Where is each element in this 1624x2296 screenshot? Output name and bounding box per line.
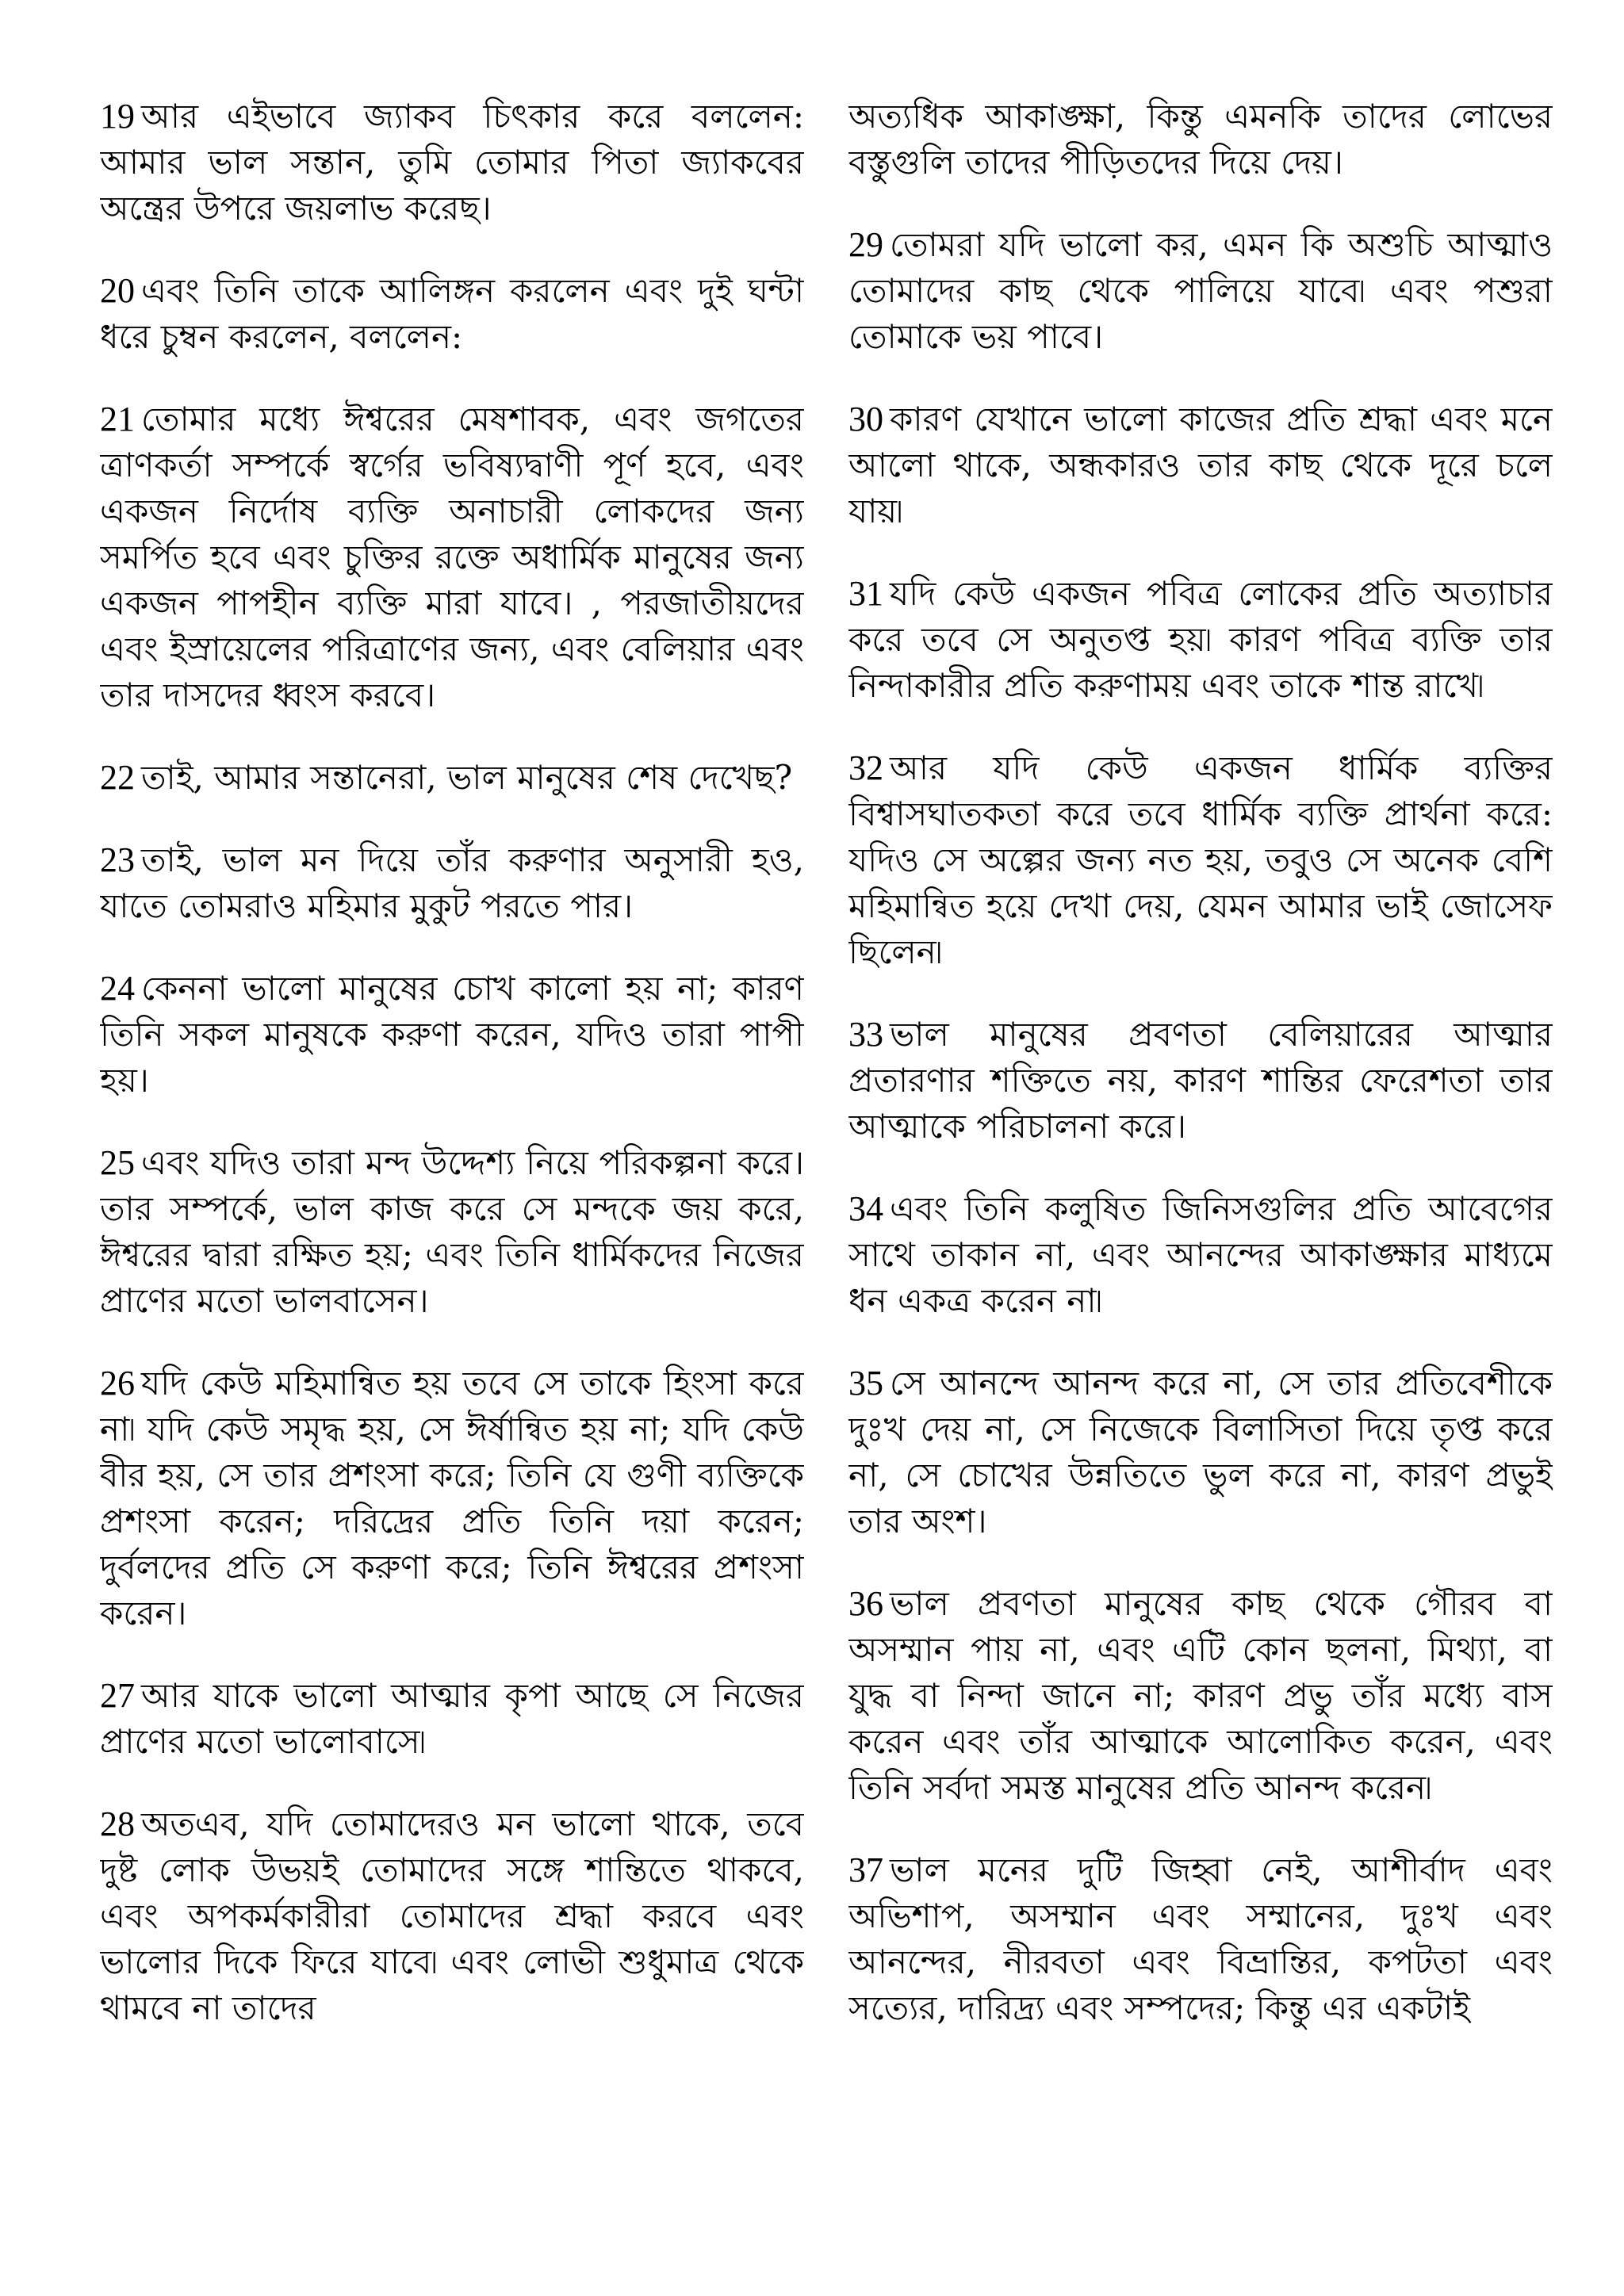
- verse-number: 23: [100, 840, 135, 879]
- verse-text: অত্যধিক আকাঙ্ক্ষা, কিন্তু এমনকি তাদের লোভের বস্তুগুলি তাদের পীড়িতদের দিয়ে দেয়।: [848, 97, 1553, 182]
- verse-paragraph: [100, 268, 804, 360]
- verse-paragraph: [100, 1360, 804, 1636]
- verse-paragraph: [100, 94, 804, 232]
- verse-number: 22: [100, 758, 135, 797]
- verse-paragraph: [848, 1012, 1553, 1150]
- verse-text: এবং তিনি কলুষিত জিনিসগুলির প্রতি আবেগের সাথে তাকান না, এবং আনন্দের আকাঙ্ক্ষার মাধ্যমে ধন একত্র করেন না৷: [848, 1189, 1553, 1320]
- verse-text: আর এইভাবে জ্যাকব চিৎকার করে বললেন: আমার ভাল সন্তান, তুমি তোমার পিতা জ্যাকবের অন্ত্রের উপরে জয়লাভ করেছ।: [100, 97, 804, 228]
- verse-text: তাই, আমার সন্তানেরা, ভাল মানুষের শেষ দেখেছ?: [141, 758, 793, 797]
- verse-text: আর যাকে ভালো আত্মার কৃপা আছে সে নিজের প্রাণের মতো ভালোবাসে৷: [100, 1676, 804, 1761]
- verse-number: 35: [848, 1364, 883, 1402]
- verse-number: 29: [848, 225, 883, 264]
- left-column: [100, 94, 804, 2266]
- verse-text: এবং তিনি তাকে আলিঙ্গন করলেন এবং দুই ঘন্টা ধরে চুম্বন করলেন, বললেন:: [100, 271, 804, 356]
- verse-number: 20: [100, 271, 135, 310]
- verse-number: 34: [848, 1189, 883, 1228]
- verse-text: তাই, ভাল মন দিয়ে তাঁর করুণার অনুসারী হও, যাতে তোমরাও মহিমার মুকুট পরতে পার।: [100, 840, 804, 925]
- verse-number: 19: [100, 97, 135, 136]
- verse-text: অতএব, যদি তোমাদেরও মন ভালো থাকে, তবে দুষ্ট লোক উভয়ই তোমাদের সঙ্গে শান্তিতে থাকবে, এবং অপকর্মকারীরা তোমাদের শ্রদ্ধা করবে এবং ভালোর দিকে ফিরে যাবে৷ এবং লোভী শুধুমাত্র থেকে থামবে না তাদের: [100, 1804, 804, 2027]
- verse-text: যদি কেউ একজন পবিত্র লোকের প্রতি অত্যাচার করে তবে সে অনুতপ্ত হয়৷ কারণ পবিত্র ব্যক্তি তার নিন্দাকারীর প্রতি করুণাময় এবং তাকে শান্ত রাখে৷: [848, 574, 1553, 705]
- verse-text: তোমার মধ্যে ঈশ্বরের মেষশাবক, এবং জগতের ত্রাণকর্তা সম্পর্কে স্বর্গের ভবিষ্যদ্বাণী পূর্ণ হবে, এবং একজন নির্দোষ ব্যক্তি অনাচারী লোকদের জন্য সমর্পিত হবে এবং চুক্তির রক্তে অধার্মিক মানুষের জন্য একজন পাপহীন ব্যক্তি মারা যাবে। , পরজাতীয়দের এবং ইস্রায়েলের পরিত্রাণের জন্য, এবং বেলিয়ার এবং তার দাসদের ধ্বংস করবে।: [100, 400, 804, 714]
- verse-paragraph: [100, 966, 804, 1104]
- verse-text: কারণ যেখানে ভালো কাজের প্রতি শ্রদ্ধা এবং মনে আলো থাকে, অন্ধকারও তার কাছ থেকে দূরে চলে যায়৷: [848, 400, 1553, 530]
- verse-number: 21: [100, 400, 135, 438]
- verse-paragraph: [100, 1673, 804, 1765]
- verse-number: 32: [848, 748, 883, 787]
- verse-text: ভাল মনের দুটি জিহ্বা নেই, আশীর্বাদ এবং অভিশাপ, অসম্মান এবং সম্মানের, দুঃখ এবং আনন্দের, নীরবতা এবং বিভ্রান্তির, কপটতা এবং সত্যের, দারিদ্র্য এবং সম্পদের; কিন্তু এর একটাই: [848, 1850, 1553, 2027]
- verse-paragraph: [848, 396, 1553, 534]
- verse-paragraph: [848, 1581, 1553, 1811]
- verse-paragraph: [100, 837, 804, 929]
- verse-text: যদি কেউ মহিমান্বিত হয় তবে সে তাকে হিংসা করে না৷ যদি কেউ সমৃদ্ধ হয়, সে ঈর্ষান্বিত হয় না; যদি কেউ বীর হয়, সে তার প্রশংসা করে; তিনি যে গুণী ব্যক্তিকে প্রশংসা করেন; দরিদ্রের প্রতি তিনি দয়া করেন; দুর্বলদের প্রতি সে করুণা করে; তিনি ঈশ্বরের প্রশংসা করেন।: [100, 1364, 804, 1632]
- verse-text: ভাল প্রবণতা মানুষের কাছ থেকে গৌরব বা অসম্মান পায় না, এবং এটি কোন ছলনা, মিথ্যা, বা যুদ্ধ বা নিন্দা জানে না; কারণ প্রভু তাঁর মধ্যে বাস করেন এবং তাঁর আত্মাকে আলোকিত করেন, এবং তিনি সর্বদা সমস্ত মানুষের প্রতি আনন্দ করেন৷: [848, 1584, 1553, 1807]
- verse-text: আর যদি কেউ একজন ধার্মিক ব্যক্তির বিশ্বাসঘাতকতা করে তবে ধার্মিক ব্যক্তি প্রার্থনা করে: যদিও সে অল্পের জন্য নত হয়, তবুও সে অনেক বেশি মহিমান্বিত হয়ে দেখা দেয়, যেমন আমার ভাই জোসেফ ছিলেন৷: [848, 748, 1553, 971]
- verse-number: 31: [848, 574, 883, 613]
- verse-text: ভাল মানুষের প্রবণতা বেলিয়ারের আত্মার প্রতারণার শক্তিতে নয়, কারণ শান্তির ফেরেশতা তার আত্মাকে পরিচালনা করে।: [848, 1015, 1553, 1146]
- verse-number: 37: [848, 1850, 883, 1889]
- verse-number: 30: [848, 400, 883, 438]
- verse-paragraph: [848, 571, 1553, 709]
- verse-paragraph: [848, 222, 1553, 360]
- verse-paragraph: [848, 745, 1553, 975]
- verse-paragraph: [100, 396, 804, 718]
- verse-text: এবং যদিও তারা মন্দ উদ্দেশ্য নিয়ে পরিকল্পনা করে। তার সম্পর্কে, ভাল কাজ করে সে মন্দকে জয় করে, ঈশ্বরের দ্বারা রক্ষিত হয়; এবং তিনি ধার্মিকদের নিজের প্রাণের মতো ভালবাসেন।: [100, 1143, 804, 1320]
- right-column: [848, 94, 1553, 2266]
- verse-paragraph: [848, 1186, 1553, 1324]
- verse-number: 27: [100, 1676, 135, 1715]
- verse-paragraph: [100, 1140, 804, 1324]
- verse-number: 33: [848, 1015, 883, 1054]
- verse-number: 28: [100, 1804, 135, 1843]
- verse-number: 26: [100, 1364, 135, 1402]
- verse-paragraph-continued: [848, 94, 1553, 186]
- verse-paragraph: [100, 755, 804, 801]
- verse-text: তোমরা যদি ভালো কর, এমন কি অশুচি আত্মাও তোমাদের কাছ থেকে পালিয়ে যাবে৷ এবং পশুরা তোমাকে ভয় পাবে।: [848, 225, 1553, 356]
- verse-number: 25: [100, 1143, 135, 1182]
- verse-paragraph: [100, 1801, 804, 2031]
- verse-paragraph: [848, 1847, 1553, 2031]
- verse-number: 36: [848, 1584, 883, 1623]
- verse-number: 24: [100, 969, 135, 1008]
- verse-text: কেননা ভালো মানুষের চোখ কালো হয় না; কারণ তিনি সকল মানুষকে করুণা করেন, যদিও তারা পাপী হয়।: [100, 969, 804, 1100]
- verse-text: সে আনন্দে আনন্দ করে না, সে তার প্রতিবেশীকে দুঃখ দেয় না, সে নিজেকে বিলাসিতা দিয়ে তৃপ্ত করে না, সে চোখের উন্নতিতে ভুল করে না, কারণ প্রভুই তার অংশ।: [848, 1364, 1553, 1540]
- verse-paragraph: [848, 1360, 1553, 1544]
